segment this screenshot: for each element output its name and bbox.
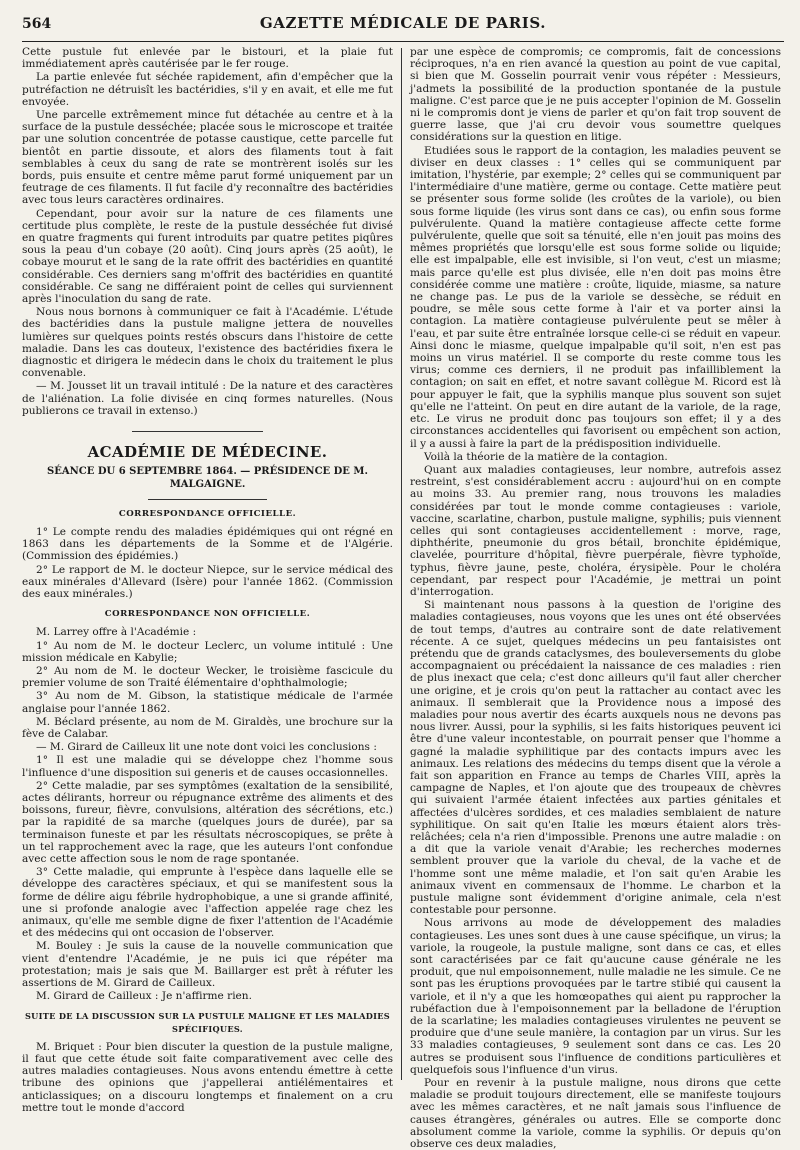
paragraph: — M. Jousset lit un travail intitulé : De la nature et des caractères de l'aliénation. La folie divisée en cinq formes naturelles. (Nous publierons ce travail in extenso.) xyxy=(22,380,393,417)
paragraph: 3° Au nom de M. Gibson, la statistique médicale de l'armée anglaise pour l'année 1862. xyxy=(22,690,393,715)
session-line: SÉANCE DU 6 SEPTEMBRE 1864. — PRÉSIDENCE DE M. MALGAIGNE. xyxy=(47,466,368,490)
paragraph: Cependant, pour avoir sur la nature de ces filaments une certitude plus complète, le reste de la pustule desséchée fut divisé en quatre fragments qui furent introduits par quatre petites piqûres sous la peau d'un cobaye (20 août). Cinq jours après (25 août), le cobaye mourut et le sang de la rate offrit des bactéridies en quantité considérable. Ces derniers sang m'offrit des bactéridies en quantité considérable. Ce sang ne différaient point de celles qui surviennent après l'inoculation du sang de rate. xyxy=(22,207,393,306)
paragraph: 1° Le compte rendu des maladies épidémiques qui ont régné en 1863 dans les départements de la Somme et de l'Algérie. (Commission des épidémies.) xyxy=(22,525,393,563)
paragraph: 2° Cette maladie, par ses symptômes (exaltation de la sensibilité, actes délirants, horreur ou répugnance extrême des aliments et des boissons, fureur, fièvre, convulsions, altération des sécrétions, etc.) par la rapidité de sa marche (quelques jours de durée), par sa terminaison funeste et par les résultats nécroscopiques, se prête à un tel rapprochement avec la rage, que les auteurs l'ont confondue avec cette affection sous le nom de rage spontanée. xyxy=(22,779,393,865)
subheading-official-correspondence: CORRESPONDANCE OFFICIELLE. xyxy=(118,508,297,519)
page-header xyxy=(22,14,784,42)
paragraph: 2° Au nom de M. le docteur Wecker, le troisième fascicule du premier volume de son Traité élémentaire d'ophthalmologie; xyxy=(22,664,393,690)
divider xyxy=(148,499,267,500)
paragraph: Voilà la théorie de la matière de la contagion. xyxy=(424,450,668,463)
paragraph: M. Girard de Cailleux : Je n'affirme rien. xyxy=(36,990,252,1003)
paragraph: Cette pustule fut enlevée par le bistouri, et la plaie fut immédiatement après cautérisée par le fer rouge. xyxy=(22,46,393,71)
paragraph: La partie enlevée fut séchée rapidement, afin d'empêcher que la putréfaction ne détruisît les bactéridies, s'il y en avait, et elle me fut envoyée. xyxy=(22,71,393,108)
paragraph: M. Briquet : Pour bien discuter la question de la pustule maligne, il faut que cette étude soit faite comparativement avec celle des autres maladies contagieuses. Nous avons entendu émettre à cette tribune des opinions que j'appellerai antiélémentaires et anticlassiques; on a discouru longtemps et finalement on a cru mettre tout le monde d'accord xyxy=(22,1040,393,1114)
paragraph: Etudiées sous le rapport de la contagion, les maladies peuvent se diviser en deux classes : 1° celles qui se communiquent par imitation, l'hystérie, par exemple; 2° celles qui se communiquent par l'intermédiaire d'une matière, germe ou contage. Cette matière peut se présenter sous forme solide (les croûtes de la variole), ou bien sous forme liquide (les virus sont dans ce cas), ou enfin sous forme pulvérulente. Quand la matière contagieuse affecte cette forme pulvérulente, quelle que soit sa ténuité, elle n'en jouit pas moins des mêmes propriétés que lorsqu'elle est sous forme solide ou liquide; elle est impalpable, elle est invisible, si l'on veut, c'est un miasme; mais parce qu'elle est plus divisée, elle n'en doit pas moins être considérée comme une matière : croûte, liquide, miasme, sa nature ne change pas. Le pus de la variole se dessèche, se réduit en poudre, se mêle sous cette forme à l'air et va porter ainsi la contagion. La matière contagieuse pulvérulente peut se mêler à l'eau, et par suite être entraînée lorsque celle-ci se réduit en vapeur. Ainsi donc le miasme, quelque impalpable qu'il soit, n'en est pas moins un virus matériel. Il se comporte du reste comme tous les virus; comme ces derniers, il ne produit pas infailliblement la contagion; on sait en effet, et notre savant collègue M. Ricord est là pour appuyer le fait, que la syphilis manque plus souvent son sujet qu'elle ne l'atteint. On peut en dire autant de la variole, de la rage, etc. Le virus ne produit donc pas toujours son effet; il y a des circonstances accidentelles qui favorisent ou empêchent son action, il y a aussi à faire la part de la prédisposition individuelle. xyxy=(410,144,781,450)
page-number: 564 xyxy=(22,16,52,32)
paragraph: 2° Le rapport de M. le docteur Niepce, sur le service médical des eaux minérales d'Allevard (Isère) pour l'année 1862. (Commission des eaux minérales.) xyxy=(22,563,393,600)
paragraph: 3° Cette maladie, qui emprunte à l'espèce dans laquelle elle se développe des caractères spéciaux, et qui se manifestent sous la forme de délire aigu fébrile hydrophobique, a une si grande affinité, une si profonde analogie avec l'affection appelée rage chez les animaux, qu'elle me semble digne de fixer l'attention de l'Académie et des médecins qui ont occasion de l'observer. xyxy=(22,866,393,940)
paragraph: M. Béclard présente, au nom de M. Giraldès, une brochure sur la fève de Calabar. xyxy=(22,715,393,740)
paragraph: Quant aux maladies contagieuses, leur nombre, autrefois assez restreint, s'est considérablement accru : aujourd'hui on en compte au moins 33. Au premier rang, nous trouvons les maladies considérées par tout le monde comme contagieuses : variole, vaccine, scarlatine, charbon, pustule maligne, syphilis; puis viennent celles qui sont contagieuses accidentellement : morve, rage, diphthérite, pneumonie du gros bétail, bronchite épidémique, clavelée, pourriture d'hôpital, fièvre puerpérale, fièvre typhoïde, typhus, fièvre jaune, peste, choléra, érysipèle. Pour le choléra cependant, par respect pour l'Académie, je mettrai un point d'interrogation. xyxy=(410,463,781,598)
paragraph: 1° Au nom de M. le docteur Leclerc, un volume intitulé : Une mission médicale en Kabylie; xyxy=(22,639,393,664)
subheading-discussion: SUITE DE LA DISCUSSION SUR LA PUSTULE MALIGNE ET LES MALADIES SPÉCIFIQUES. xyxy=(24,1011,391,1034)
subheading-unofficial-correspondence: CORRESPONDANCE NON OFFICIELLE. xyxy=(104,609,311,620)
paragraph: M. Bouley : Je suis la cause de la nouvelle communication que vient d'entendre l'Académie, je ne puis ici que répéter ma protestation; mais je sais que M. Baillarger est prêt à réfuter les assertions de M. Girard de Cailleux. xyxy=(22,940,393,990)
paragraph: — M. Girard de Cailleux lit une note dont voici les conclusions : xyxy=(36,741,377,754)
paragraph: Pour en revenir à la pustule maligne, nous dirons que cette maladie se produit toujours directement, elle se manifeste toujours avec les mêmes caractères, et ne naît jamais sous l'influence de causes étrangères, générales ou autres. Elle se comporte donc absolument comme la variole, comme la syphilis. Or depuis qu'on observe ces deux maladies, xyxy=(410,1077,781,1150)
paragraph: Si maintenant nous passons à la question de l'origine des maladies contagieuses, nous voyons que les unes ont été observées de tout temps, d'autres au contraire sont de date relativement récente. A ce sujet, quelques médecins un peu fantaisistes ont prétendu que de grands cataclysmes, des bouleversements du globe accompagnaient ou précédaient la naissance de ces maladies : rien de plus inexact que cela; c'est donc ailleurs qu'il faut aller chercher une origine, et je crois qu'on peut la rattacher au contact avec les animaux. Il semblerait que la Providence nous a imposé des maladies pour nous avertir des écarts auxquels nous ne devons pas nous livrer. Aussi, pour la syphilis, si les faits historiques peuvent ici être d'une valeur incontestable, on pourrait penser que l'homme a gagné la maladie syphilitique par des contacts impurs avec les animaux. Les relations des médecins du temps disent que la vérole a fait son apparition en France au temps de Charles VIII, après la campagne de Naples, et l'on ajoute que des troupeaux de chèvres qui suivaient l'armée étaient infectées aux parties génitales et affectées d'ulcères sordides, et ces maladies semblaient de nature syphilitique. On sait qu'en Italie les mœurs étaient alors très-relâchées; cela n'a rien d'impossible. Prenons une autre maladie : on a dit que la variole venait d'Arabie; les recherches modernes semblent prouver que la variole du cheval, de la vache et de l'homme sont une même maladie, et l'on sait qu'en Arabie les animaux vivent en commensaux de l'homme. Le charbon et la pustule maligne sont évidemment d'origine animale, cela n'est contestable pour personne. xyxy=(410,599,781,917)
paragraph: 1° Il est une maladie qui se développe chez l'homme sous l'influence d'une disposition sui generis et de causes occasionnelles. xyxy=(22,754,393,779)
paragraph: Une parcelle extrêmement mince fut détachée au centre et à la surface de la pustule desséchée; placée sous le microscope et traitée par une solution concentrée de potasse caustique, cette parcelle fut bientôt en partie dissoute, et alors des filaments tout à fait semblables à ceux du sang de rate se montrèrent isolés sur les bords, puis ensuite et centre même parut formé uniquement par un feutrage de ces filaments. Il fut facile d'y reconnaître des bactéridies avec tous leurs caractères ordinaires. xyxy=(22,109,393,207)
section-title: ACADÉMIE DE MÉDECINE. xyxy=(87,443,328,462)
paragraph: Nous nous bornons à communiquer ce fait à l'Académie. L'étude des bactéridies dans la pustule maligne jettera de nouvelles lumières sur quelques points restés obscurs dans l'histoire de cette maladie. Dans les cas douteux, l'existence des bactéridies fixera le diagnostic et dirigera le médecin dans le choix du traitement le plus convenable. xyxy=(22,306,393,380)
right-column xyxy=(402,46,781,1150)
paragraph: M. Larrey offre à l'Académie : xyxy=(36,626,197,639)
left-column xyxy=(22,46,401,1114)
paragraph: Nous arrivons au mode de développement des maladies contagieuses. Les unes sont dues à une cause spécifique, un virus; la variole, la rougeole, la pustule maligne, sont dans ce cas, et elles sont caractérisées par ce fait qu'aucune cause générale ne les produit, que nul empoisonnement, nulle maladie ne les simule. Ce ne sont pas les éruptions provoquées par le tartre stibié qui causent la variole, et il n'y a que les homœopathes qui aient pu rapprocher la rubéfaction due à l'empoisonnement par la belladone de l'éruption de la scarlatine; les maladies contagieuses virulentes ne peuvent se produire que d'une seule manière, la contagion par un virus. Sur les 33 maladies contagieuses, 9 seulement sont dans ce cas. Les 20 autres se produisent sous l'influence de conditions particulières et quelquefois sous l'influence d'un virus. xyxy=(410,917,781,1076)
text-columns xyxy=(22,46,784,1150)
section-divider xyxy=(132,431,263,432)
journal-title: GAZETTE MÉDICALE DE PARIS. xyxy=(259,14,547,32)
paragraph: par une espèce de compromis; ce compromis, fait de concessions réciproques, n'a en rien avancé la question au point de vue capital, si bien que M. Gosselin pourrait venir vous répéter : Messieurs, j'admets la possibilité de la production spontanée de la pustule maligne. C'est parce que je ne puis accepter l'opinion de M. Gosselin ni le compromis dont je viens de parler et qu'on fait trop souvent de guerre lasse, que j'ai cru devoir vous soumettre quelques considérations sur la question en litige. xyxy=(410,46,781,144)
